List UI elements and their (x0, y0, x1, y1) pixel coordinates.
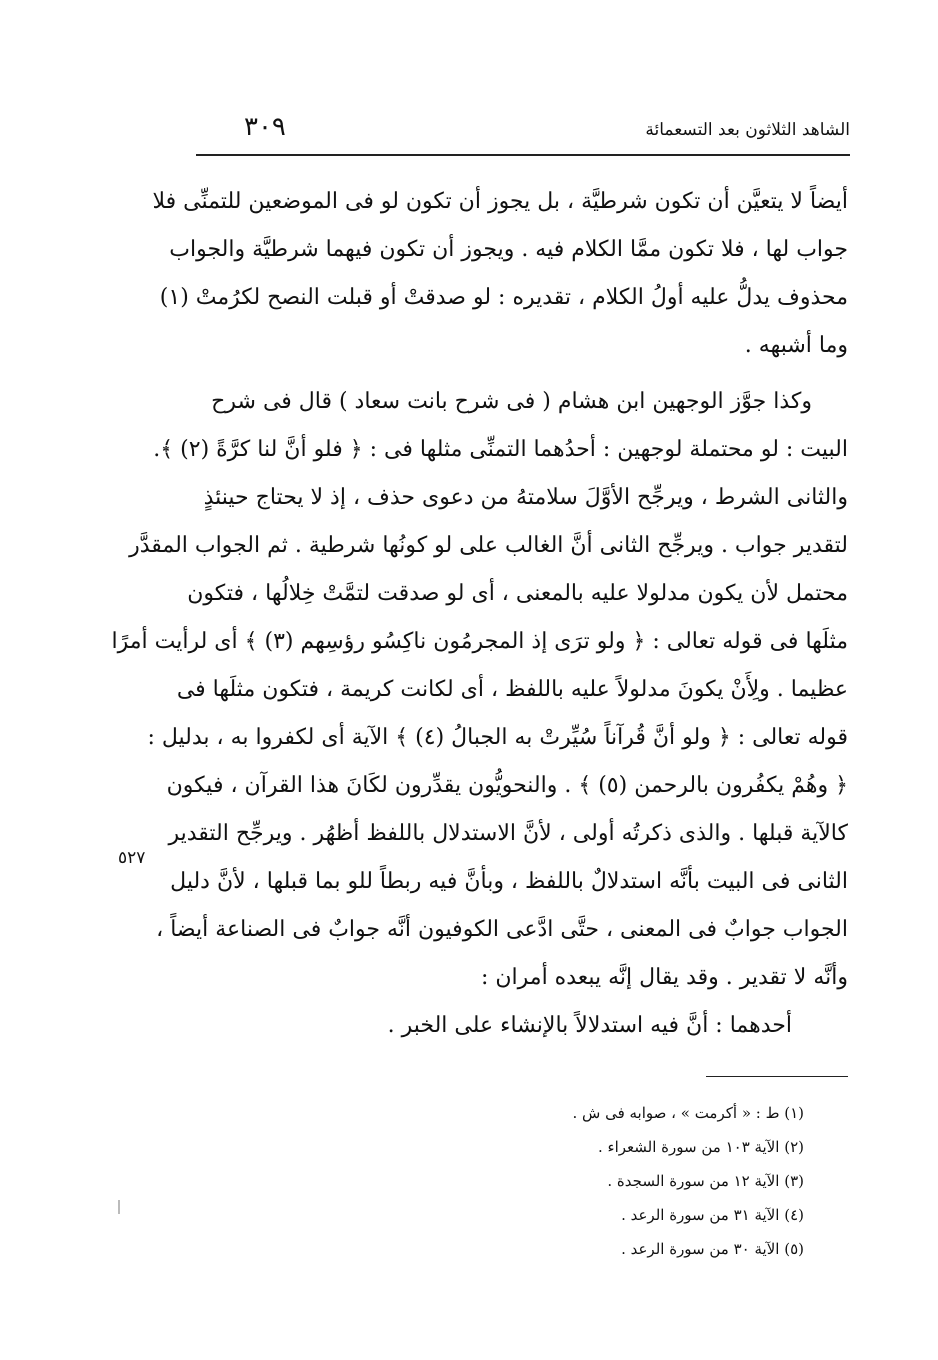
text-line: محتمل لأن يكون مدلولا عليه بالمعنى ، أى لو صدقت لتمَّتْ خِلالُها ، فتكون (187, 581, 848, 606)
footnote: (١) ط : « أكرمت » ، صوابه فى ش . (572, 1104, 804, 1122)
text-line: وكذا جوَّز الوجهين ابن هشام ( فى شرح بانت سعاد ) قال فى شرح (211, 389, 812, 414)
header-rule (196, 154, 850, 156)
text-line: البيت : لو محتملة لوجهين : أحدُهما التمنِّى مثلها فى : ﴿ فلو أنَّ لنا كرَّةً (٢) ﴾. (153, 437, 848, 462)
footnotes (444, 1096, 804, 1266)
text-line: لتقدير جواب . ويرجِّح الثانى أنَّ الغالب على لو كونُها شرطية . ثم الجواب المقدَّر (129, 533, 848, 558)
margin-page-reference: ٥٢٧ (118, 848, 146, 868)
running-title: الشاهد الثلاثون بعد التسعمائة (645, 120, 850, 140)
text-line: وما أشبهه . (744, 333, 848, 358)
text-line: قوله تعالى : ﴿ ولو أنَّ قُرآناً سُيِّرتْ به الجبالُ (٤) ﴾ الآية أى لكفروا به ، بدليل : (147, 725, 848, 750)
page-header (196, 112, 850, 148)
text-line: مثلَها فى قوله تعالى : ﴿ ولو ترَى إذ المجرمُون ناكِسُو رؤسِهم (٣) ﴾ أى لرأيت أمرًا (111, 629, 848, 654)
text-line: أيضاً لا يتعيَّن أن تكون شرطيَّة ، بل يجوز أن تكون لو فى الموضعين للتمنِّى فلا (152, 189, 848, 214)
text-line: الثانى فى البيت بأنَّه استدلالٌ باللفظ ، وبأنَّ فيه ربطاً للو بما قبلها ، لأنَّ دليل (170, 869, 848, 894)
text-line: الجواب جوابٌ فى المعنى ، حتَّى ادَّعى الكوفيون أنَّه جوابٌ فى الصناعة أيضاً ، (156, 917, 848, 942)
footnote-rule (706, 1076, 848, 1077)
paragraph-gap (208, 370, 848, 378)
text-line: محذوف يدلُّ عليه أولُ الكلام ، تقديره : لو صدقتْ أو قبلت النصح لكرُمتْ (١) (159, 285, 848, 310)
text-line: عظيما . ولِأَنْ يكونَ مدلولاً عليه باللفظ ، أى لكانت كريمة ، فتكون مثلَها فى (176, 677, 848, 702)
footnote: (٣) الآية ١٢ من سورة السجدة . (607, 1172, 804, 1190)
footnote: (٤) الآية ٣١ من سورة الرعد . (621, 1206, 804, 1224)
text-line: جواب لها ، فلا تكون ممَّا الكلام فيه . ويجوز أن تكون فيهما شرطيَّة والجواب (169, 237, 848, 262)
footnote: (٥) الآية ٣٠ من سورة الرعد . (621, 1240, 804, 1258)
text-line: ﴿ وهُمْ يكفُرون بالرحمن (٥) ﴾ . والنحويُّون يقدِّرون لكَانَ هذا القرآن ، فيكون (166, 773, 848, 798)
page-number: ٣٠٩ (244, 112, 286, 142)
text-line: وأنَّه لا تقدير . وقد يقال إنَّه يبعده أمران : (480, 965, 848, 990)
scan-speck (118, 1200, 120, 1214)
footnote: (٢) الآية ١٠٣ من سورة الشعراء . (598, 1138, 804, 1156)
text-line: كالآية قبلها . والذى ذكرتُه أولى ، لأنَّ الاستدلال باللفظ أظهُر . ويرجِّح التقدير (168, 821, 848, 846)
text-line: أحدهما : أنَّ فيه استدلالاً بالإنشاء على الخبر . (387, 1013, 792, 1038)
text-line: والثانى الشرط ، ويرجِّح الأوَّلَ سلامتهُ من دعوى حذف ، إذ لا يحتاج حينئذٍ (203, 485, 848, 510)
